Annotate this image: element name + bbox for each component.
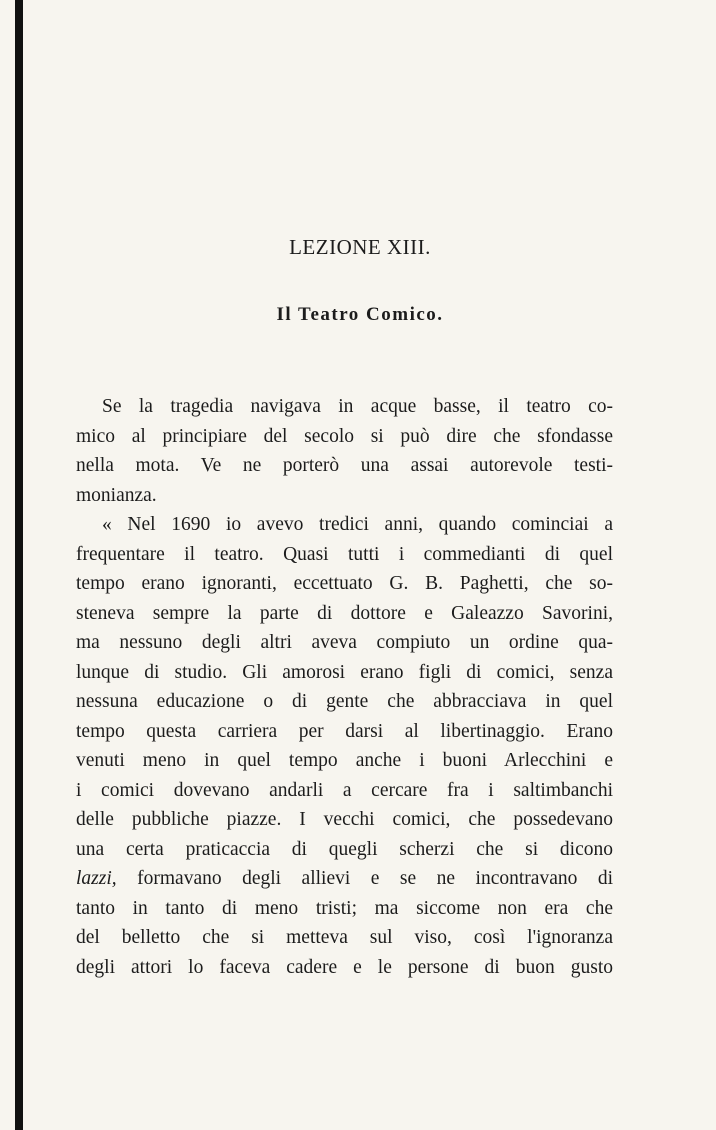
text-line: steneva sempre la parte di dottore e Galeazzo Savorini,: [76, 602, 613, 624]
text-line: venuti meno in quel tempo anche i buoni Arlecchini e: [76, 750, 613, 771]
text-line: tempo erano ignoranti, eccettuato G. B. Paghetti, che so-: [76, 573, 613, 594]
text-line: delle pubbliche piazze. I vecchi comici, che possedevano: [76, 809, 613, 830]
text-line: « Nel 1690 io avevo tredici anni, quando cominciai a: [102, 514, 613, 535]
text-line: ma nessuno degli altri aveva compiuto un ordine qua-: [76, 632, 613, 653]
text-line: mico al principiare del secolo si può dire che sfondasse: [76, 425, 613, 447]
text-line: del belletto che si metteva sul viso, così l'ignoranza: [76, 927, 613, 948]
italic-word: lazzi,: [76, 868, 117, 889]
text-line: tempo questa carriera per darsi al libertinaggio. Erano: [76, 720, 613, 742]
text-fragment: formavano degli allievi e se ne incontravano di: [116, 868, 613, 889]
text-line: [76, 864, 613, 894]
text-line: i comici dovevano andarli a cercare fra i saltimbanchi: [76, 779, 613, 801]
chapter-heading: LEZIONE XIII.: [289, 235, 431, 259]
text-line: nessuna educazione o di gente che abbracciava in quel: [76, 691, 613, 712]
text-line: monianza.: [76, 484, 157, 506]
text-line: una certa praticaccia di quegli scherzi che si dicono: [76, 838, 613, 860]
text-line: nella mota. Ve ne porterò una assai autorevole testi-: [76, 455, 613, 476]
text-line: tanto in tanto di meno tristi; ma siccome non era che: [76, 897, 613, 919]
body-text: [76, 392, 613, 982]
page-binding-edge: [15, 0, 23, 1130]
text-line: degli attori lo faceva cadere e le persone di buon gusto: [76, 956, 613, 978]
text-line: frequentare il teatro. Quasi tutti i commedianti di quel: [76, 543, 613, 565]
chapter-subheading: Il Teatro Comico.: [276, 304, 444, 325]
text-line: Se la tragedia navigava in acque basse, il teatro co-: [102, 396, 613, 417]
text-line: lunque di studio. Gli amorosi erano figli di comici, senza: [76, 661, 613, 683]
